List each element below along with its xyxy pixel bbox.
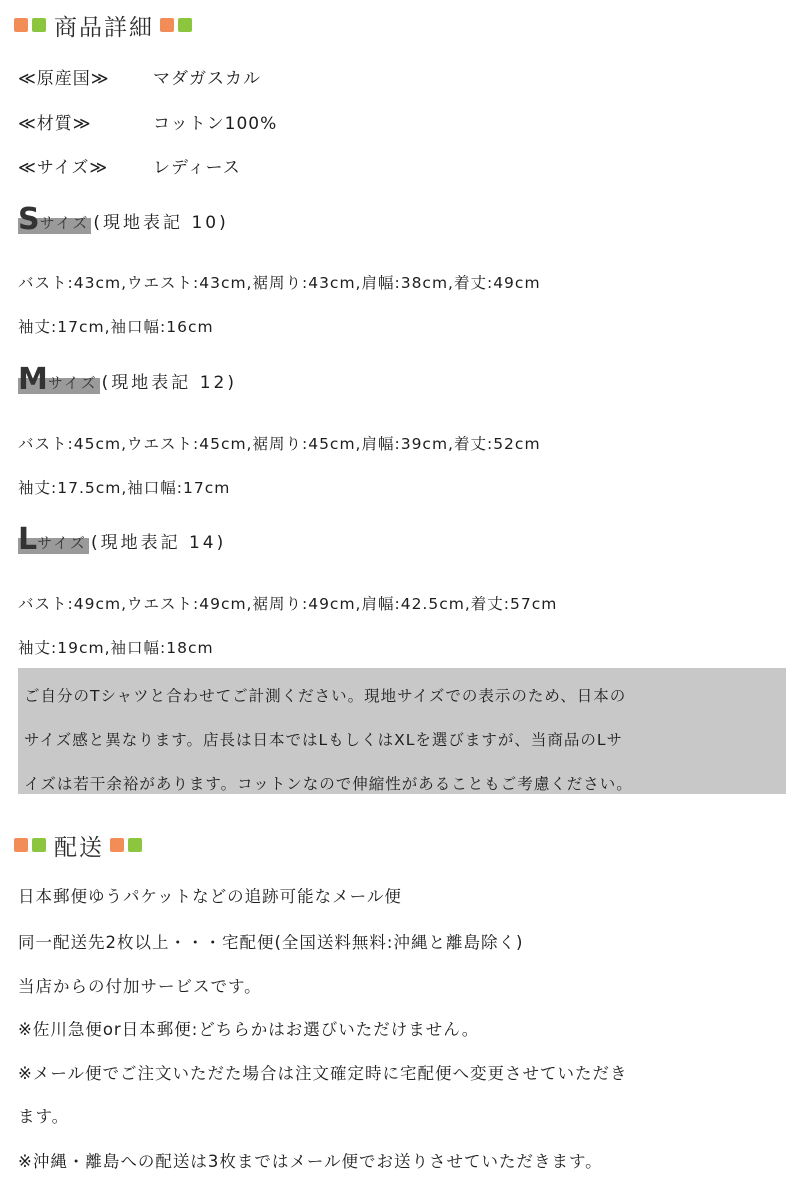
orange-square-icon	[160, 18, 174, 32]
size-word: サイズ	[39, 214, 90, 232]
size-m-heading	[18, 362, 237, 397]
shipping-heading	[14, 830, 146, 860]
origin-value: マダガスカル	[153, 69, 261, 89]
size-type-row	[18, 153, 241, 178]
size-l-measurements: バスト:49cm,ウエスト:49cm,裾周り:49cm,肩幅:42.5cm,着丈:57cm	[18, 595, 558, 613]
details-heading	[14, 10, 196, 40]
shipping-line: ※沖縄・離島への配送は3枚まではメール便でお送りさせていただきます。	[18, 1152, 603, 1171]
orange-square-icon	[14, 838, 28, 852]
green-square-icon	[128, 838, 142, 852]
material-label: ≪材質≫	[18, 114, 92, 134]
size-note-box	[18, 668, 786, 794]
size-s-tag	[18, 202, 91, 237]
shipping-line: ※佐川急便or日本郵便:どちらかはお選びいただけません。	[18, 1020, 480, 1039]
size-l-heading	[18, 522, 227, 557]
size-note-line: イズは若干余裕があります。コットンなので伸縮性があることもご考慮ください。	[24, 775, 633, 793]
shipping-title: 配送	[54, 834, 104, 861]
size-s-sleeve: 袖丈:17cm,袖口幅:16cm	[18, 318, 214, 336]
size-letter: S	[18, 202, 40, 237]
size-word: サイズ	[37, 534, 87, 552]
size-local-note: (現地表記 14)	[90, 533, 227, 553]
size-note-line: ご自分のTシャツと合わせてご計測ください。現地サイズでの表示のため、日本の	[24, 687, 627, 705]
shipping-line: 当店からの付加サービスです。	[18, 977, 262, 996]
size-letter: L	[18, 522, 38, 557]
green-square-icon	[32, 838, 46, 852]
size-m-sleeve: 袖丈:17.5cm,袖口幅:17cm	[18, 479, 231, 497]
shipping-line: 同一配送先2枚以上・・・宅配便(全国送料無料:沖縄と離島除く)	[18, 933, 524, 952]
orange-square-icon	[110, 838, 124, 852]
origin-label: ≪原産国≫	[18, 69, 110, 89]
material-value: コットン100%	[153, 114, 278, 134]
size-type-value: レディース	[153, 158, 241, 178]
shipping-line: 日本郵便ゆうパケットなどの追跡可能なメール便	[18, 887, 402, 906]
green-square-icon	[178, 18, 192, 32]
size-s-heading	[18, 202, 229, 237]
size-local-note: (現地表記 10)	[93, 213, 229, 233]
size-m-measurements: バスト:45cm,ウエスト:45cm,裾周り:45cm,肩幅:39cm,着丈:52cm	[18, 435, 541, 453]
origin-row	[18, 64, 261, 89]
shipping-line: ます。	[18, 1107, 70, 1126]
size-s-measurements: バスト:43cm,ウエスト:43cm,裾周り:43cm,肩幅:38cm,着丈:49cm	[18, 274, 541, 292]
size-m-tag	[18, 362, 100, 397]
shipping-line: ※メール便でご注文いただた場合は注文確定時に宅配便へ変更させていただき	[18, 1064, 628, 1083]
size-letter: M	[18, 362, 48, 397]
size-type-label: ≪サイズ≫	[18, 158, 109, 178]
details-title: 商品詳細	[54, 14, 154, 41]
green-square-icon	[32, 18, 46, 32]
size-word: サイズ	[47, 374, 98, 392]
size-local-note: (現地表記 12)	[101, 373, 237, 393]
size-l-sleeve: 袖丈:19cm,袖口幅:18cm	[18, 639, 214, 657]
size-note-line: サイズ感と異なります。店長は日本ではLもしくはXLを選びますが、当商品のLサ	[24, 731, 624, 749]
size-l-tag	[18, 522, 89, 557]
material-row	[18, 109, 277, 134]
orange-square-icon	[14, 18, 28, 32]
